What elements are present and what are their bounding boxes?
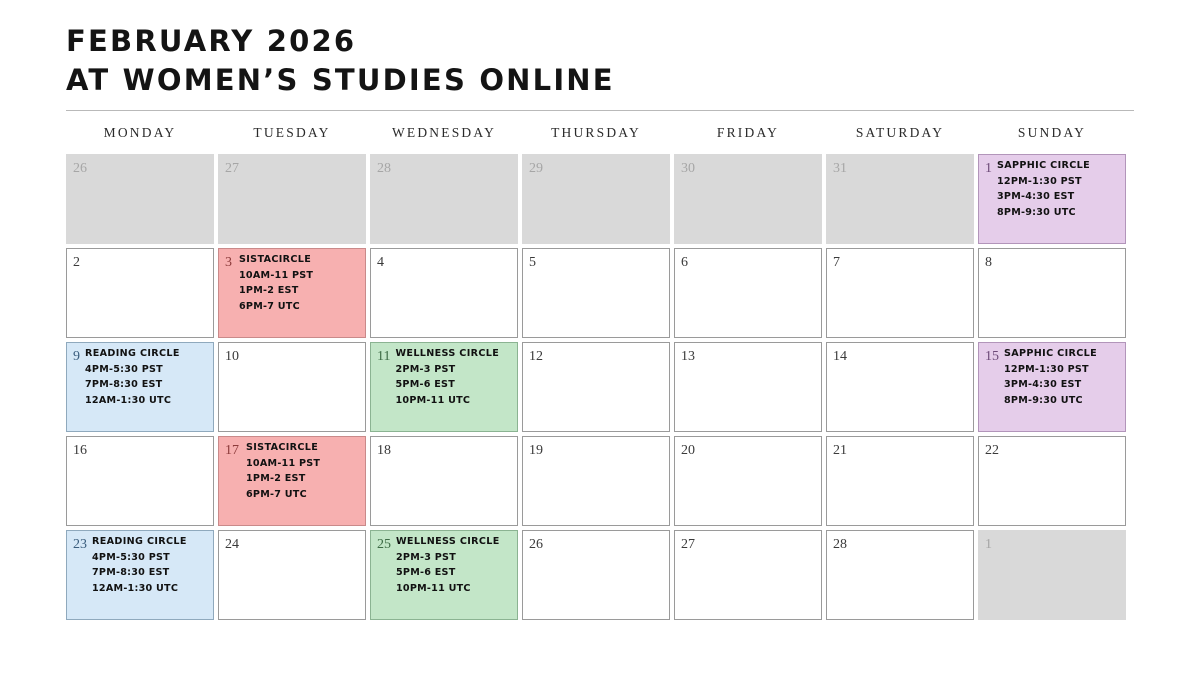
event-time: 6PM-7 UTC <box>246 488 307 500</box>
day-number: 23 <box>73 536 87 552</box>
calendar-day-cell[interactable] <box>522 154 670 244</box>
day-number: 16 <box>73 442 87 458</box>
page-title-line-1: FEBRUARY 2026 <box>66 24 357 58</box>
calendar-day-cell[interactable] <box>826 342 974 432</box>
event-time: 8PM-9:30 UTC <box>1004 394 1083 406</box>
page-title-line-2: AT WOMEN’S STUDIES ONLINE <box>66 62 615 97</box>
event-time: 2PM-3 PST <box>395 363 456 375</box>
event-time: 10AM-11 PST <box>246 457 321 469</box>
calendar-day-cell-event[interactable] <box>978 154 1126 244</box>
calendar-day-cell[interactable] <box>66 436 214 526</box>
weekday-header-row <box>66 115 1126 150</box>
event-time: 12PM-1:30 PST <box>997 175 1082 187</box>
calendar-day-cell-event[interactable] <box>978 342 1126 432</box>
calendar-day-cell[interactable] <box>66 248 214 338</box>
event-time: 10PM-11 UTC <box>395 394 471 406</box>
event-time: 3PM-4:30 EST <box>1004 379 1082 391</box>
event-block[interactable] <box>997 160 1119 221</box>
event-title: SAPPHIC CIRCLE <box>997 159 1090 171</box>
event-title: SAPPHIC CIRCLE <box>1004 347 1097 359</box>
calendar-day-cell-event[interactable] <box>218 248 366 338</box>
day-cell-content <box>827 343 973 431</box>
calendar-week-row <box>66 154 1126 244</box>
event-time: 10PM-11 UTC <box>396 582 471 594</box>
event-times <box>997 174 1119 221</box>
day-number: 26 <box>73 160 87 176</box>
day-cell-content <box>67 249 213 337</box>
day-number: 21 <box>833 442 847 458</box>
day-cell-content <box>219 249 365 337</box>
day-cell-content <box>827 155 973 243</box>
day-number: 6 <box>681 254 688 270</box>
day-number: 5 <box>529 254 536 270</box>
event-times <box>395 362 511 409</box>
day-number: 30 <box>681 160 695 176</box>
day-cell-content <box>371 437 517 525</box>
event-time: 8PM-9:30 UTC <box>997 206 1076 218</box>
day-cell-content <box>827 437 973 525</box>
day-cell-content <box>675 437 821 525</box>
event-title: SISTACIRCLE <box>246 441 319 453</box>
event-times <box>92 550 207 597</box>
calendar-day-cell[interactable] <box>674 342 822 432</box>
day-number: 19 <box>529 442 543 458</box>
day-cell-content <box>827 249 973 337</box>
day-number: 15 <box>985 348 999 364</box>
calendar-day-cell[interactable] <box>522 342 670 432</box>
day-number: 8 <box>985 254 992 270</box>
day-cell-content <box>827 531 973 619</box>
day-cell-content <box>371 531 517 619</box>
day-number: 1 <box>985 536 992 552</box>
weekday-header-sunday: SUNDAY <box>1017 124 1087 140</box>
day-cell-content <box>979 155 1125 243</box>
event-time: 10AM-11 PST <box>239 269 314 281</box>
day-number: 13 <box>681 348 695 364</box>
weekday-header-thursday: THURSDAY <box>551 124 641 140</box>
event-block[interactable] <box>246 442 359 503</box>
calendar-week-row <box>66 342 1126 432</box>
day-cell-content <box>523 155 669 243</box>
event-time: 5PM-6 EST <box>396 567 456 579</box>
day-number: 2 <box>73 254 80 270</box>
weekday-header-tuesday: TUESDAY <box>253 124 331 140</box>
page-title <box>66 22 1134 100</box>
calendar-day-cell[interactable] <box>370 248 518 338</box>
day-number: 26 <box>529 536 543 552</box>
day-number: 9 <box>73 348 80 364</box>
event-time: 4PM-5:30 PST <box>92 551 170 563</box>
event-block[interactable] <box>395 348 511 409</box>
event-time: 7PM-8:30 EST <box>85 379 163 391</box>
calendar-day-cell[interactable] <box>370 436 518 526</box>
day-number: 27 <box>225 160 239 176</box>
event-time: 12AM-1:30 UTC <box>85 394 172 406</box>
weekday-header-friday: FRIDAY <box>716 124 780 140</box>
day-cell-content <box>371 343 517 431</box>
event-title: SISTACIRCLE <box>239 253 312 265</box>
day-cell-content <box>523 249 669 337</box>
day-cell-content <box>67 155 213 243</box>
day-number: 4 <box>377 254 384 270</box>
day-cell-content <box>979 249 1125 337</box>
day-cell-content <box>219 437 365 525</box>
day-cell-content <box>979 437 1125 525</box>
calendar-week-row <box>66 530 1126 620</box>
calendar-day-cell[interactable] <box>826 530 974 620</box>
day-cell-content <box>675 343 821 431</box>
day-cell-content <box>523 343 669 431</box>
calendar-day-cell[interactable] <box>522 530 670 620</box>
day-number: 12 <box>529 348 543 364</box>
day-number: 29 <box>529 160 543 176</box>
day-number: 22 <box>985 442 999 458</box>
day-cell-content <box>371 249 517 337</box>
calendar-day-cell[interactable] <box>674 154 822 244</box>
event-title: READING CIRCLE <box>92 535 187 547</box>
calendar-day-cell[interactable] <box>66 154 214 244</box>
day-cell-content <box>523 531 669 619</box>
event-time: 1PM-2 EST <box>246 473 306 485</box>
day-cell-content <box>219 531 365 619</box>
event-time: 3PM-4:30 EST <box>997 191 1075 203</box>
calendar-day-cell[interactable] <box>674 248 822 338</box>
calendar-day-cell-event[interactable] <box>370 342 518 432</box>
calendar-day-cell[interactable] <box>522 436 670 526</box>
calendar-day-cell[interactable] <box>978 530 1126 620</box>
day-cell-content <box>371 155 517 243</box>
day-number: 24 <box>225 536 239 552</box>
day-number: 7 <box>833 254 840 270</box>
day-number: 28 <box>833 536 847 552</box>
event-block[interactable] <box>85 348 207 409</box>
day-cell-content <box>979 343 1125 431</box>
event-block[interactable] <box>239 254 359 315</box>
event-time: 7PM-8:30 EST <box>92 567 170 579</box>
day-number: 18 <box>377 442 391 458</box>
day-number: 10 <box>225 348 239 364</box>
day-number: 17 <box>225 442 239 458</box>
day-cell-content <box>523 437 669 525</box>
day-cell-content <box>979 531 1125 619</box>
day-cell-content <box>219 155 365 243</box>
day-cell-content <box>675 155 821 243</box>
event-title: WELLNESS CIRCLE <box>395 347 500 359</box>
day-number: 27 <box>681 536 695 552</box>
day-number: 28 <box>377 160 391 176</box>
calendar-day-cell[interactable] <box>674 530 822 620</box>
event-time: 12PM-1:30 PST <box>1004 363 1089 375</box>
calendar-week-row <box>66 248 1126 338</box>
day-number: 3 <box>225 254 232 270</box>
event-times <box>239 268 359 315</box>
event-times <box>85 362 207 409</box>
calendar-day-cell[interactable] <box>978 436 1126 526</box>
calendar-grid <box>62 111 1130 624</box>
day-cell-content <box>219 343 365 431</box>
calendar-day-cell[interactable] <box>826 154 974 244</box>
event-time: 12AM-1:30 UTC <box>92 582 179 594</box>
weekday-header-saturday: SATURDAY <box>855 124 945 140</box>
calendar-day-cell-event[interactable] <box>66 530 214 620</box>
day-cell-content <box>67 343 213 431</box>
event-title: READING CIRCLE <box>85 347 180 359</box>
event-times <box>1004 362 1119 409</box>
day-cell-content <box>67 531 213 619</box>
calendar-day-cell[interactable] <box>218 154 366 244</box>
calendar-day-cell[interactable] <box>218 342 366 432</box>
calendar-week-row <box>66 436 1126 526</box>
day-cell-content <box>67 437 213 525</box>
day-number: 31 <box>833 160 847 176</box>
day-number: 11 <box>377 348 391 364</box>
calendar-day-cell[interactable] <box>826 436 974 526</box>
day-number: 14 <box>833 348 847 364</box>
calendar-day-cell[interactable] <box>978 248 1126 338</box>
calendar-day-cell[interactable] <box>826 248 974 338</box>
event-time: 2PM-3 PST <box>396 551 456 563</box>
event-time: 6PM-7 UTC <box>239 300 300 312</box>
event-time: 4PM-5:30 PST <box>85 363 163 375</box>
weekday-header-monday: MONDAY <box>103 124 177 140</box>
day-cell-content <box>675 531 821 619</box>
event-time: 1PM-2 EST <box>239 285 299 297</box>
event-block[interactable] <box>92 536 207 597</box>
event-block[interactable] <box>396 536 511 597</box>
calendar-day-cell[interactable] <box>674 436 822 526</box>
day-number: 25 <box>377 536 391 552</box>
calendar-day-cell[interactable] <box>522 248 670 338</box>
calendar-day-cell-event[interactable] <box>218 436 366 526</box>
weekday-header-wednesday: WEDNESDAY <box>391 124 497 140</box>
day-number: 20 <box>681 442 695 458</box>
event-block[interactable] <box>1004 348 1119 409</box>
calendar-day-cell-event[interactable] <box>370 530 518 620</box>
day-number: 1 <box>985 160 992 176</box>
event-time: 5PM-6 EST <box>395 379 455 391</box>
calendar-day-cell[interactable] <box>218 530 366 620</box>
event-title: WELLNESS CIRCLE <box>396 535 500 547</box>
event-times <box>396 550 511 597</box>
event-times <box>246 456 359 503</box>
calendar-day-cell-event[interactable] <box>66 342 214 432</box>
calendar-day-cell[interactable] <box>370 154 518 244</box>
day-cell-content <box>675 249 821 337</box>
